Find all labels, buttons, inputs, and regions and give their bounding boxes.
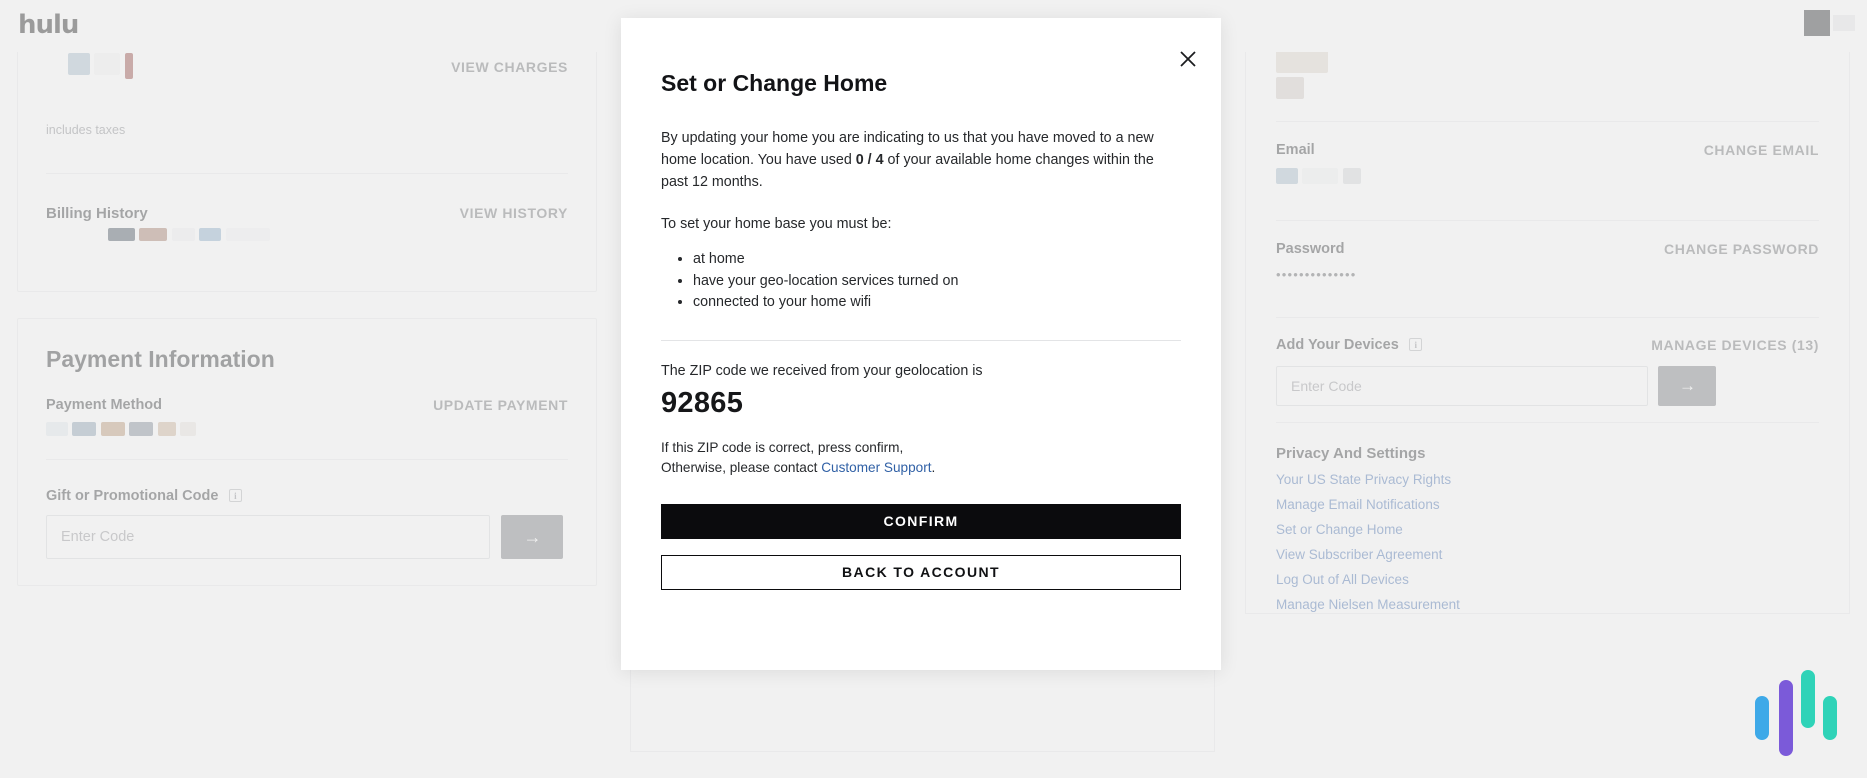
back-to-account-button[interactable]: BACK TO ACCOUNT <box>661 555 1181 590</box>
modal-description-pre: By updating your home you are indicating to us that you have moved to a new home location. You have used <box>661 130 1154 168</box>
modal-description <box>661 127 1161 193</box>
confirm-button[interactable]: CONFIRM <box>661 504 1181 539</box>
list-item: • connected to your home wifi <box>693 292 1181 314</box>
zip-note <box>661 438 1181 478</box>
zip-note-line-2-post: . <box>931 459 936 475</box>
customer-support-link[interactable]: Customer Support <box>821 459 932 475</box>
home-changes-used: 0 / 4 <box>855 152 884 168</box>
requirements-list <box>661 249 1181 314</box>
chat-widget-icon[interactable] <box>1755 670 1849 760</box>
modal-title: Set or Change Home <box>661 70 888 96</box>
zip-intro-text: The ZIP code we received from your geolocation is <box>661 362 983 379</box>
zip-code-value: 92865 <box>661 386 744 419</box>
requirements-intro: To set your home base you must be: <box>661 216 892 232</box>
set-or-change-home-modal <box>621 18 1221 670</box>
zip-note-line-2-pre: Otherwise, please contact <box>661 459 822 475</box>
list-item: • have your geo-location services turned on <box>693 271 1181 293</box>
modal-body <box>621 18 1221 590</box>
list-item: • at home <box>693 249 1181 271</box>
modal-description-post: of your available home changes within the past 12 months. <box>661 152 1154 190</box>
close-icon[interactable] <box>1175 46 1201 72</box>
divider <box>661 340 1181 341</box>
zip-note-line-1: If this ZIP code is correct, press confirm, <box>661 439 904 455</box>
